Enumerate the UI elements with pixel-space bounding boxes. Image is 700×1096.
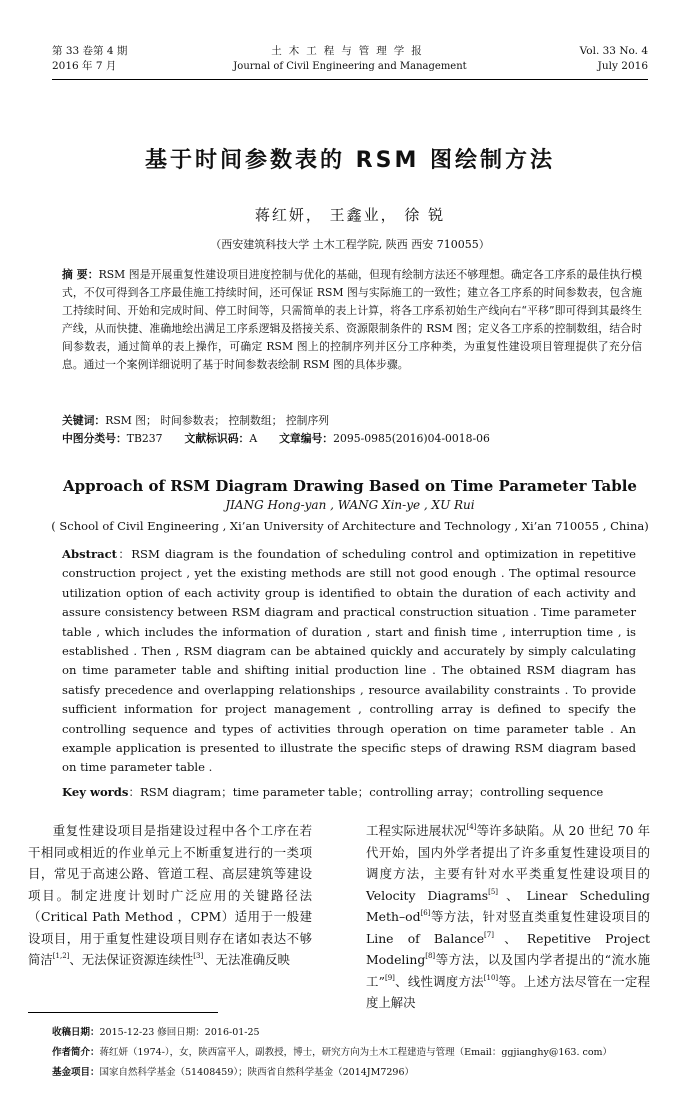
affiliation-cn: （西安建筑科技大学 土木工程学院, 陕西 西安 710055） [210, 238, 490, 251]
body-text: 、线性调度方法 [394, 973, 484, 989]
header-rule [52, 79, 648, 80]
footnote-dates [52, 1026, 672, 1040]
body-text: 、Repetitive Project Modeling [366, 930, 650, 967]
dates-label: 收稿日期： [52, 1027, 100, 1038]
affiliation-en: ( School of Civil Engineering , Xi’an University of Architecture and Technology , Xi’an 710055 , China) [51, 519, 649, 533]
author-bio-text: 蒋红妍（1974-），女，陕西富平人，副教授，博士，研究方向为土木工程建造与管理（Email：ggjianghy@163. com） [99, 1047, 613, 1058]
author-bio-label: 作者简介： [52, 1047, 100, 1058]
date-en: July 2016 [597, 60, 648, 72]
classification-line [62, 430, 662, 448]
article-no-value: 2095-0985(2016)04-0018-06 [333, 432, 490, 445]
keywords-cn-label: 关键词： [62, 414, 106, 427]
body-text: 、无法保证资源连续性 [69, 952, 194, 967]
body-column-right [366, 820, 650, 1014]
abstract-en [62, 545, 636, 778]
abstract-cn-label: 摘 要： [62, 268, 99, 281]
body-text: 等许多缺陷。从 20 世纪 70 年代开始，国内外学者提出了许多重复性建设项目的调度方法，主要有针对水平类重复性建设项目的 Velocity Diagrams [366, 823, 651, 903]
funding-label: 基金项目： [52, 1067, 100, 1078]
journal-volume-issue-en [580, 44, 648, 74]
date-line: 2016 年 7 月 [52, 60, 117, 72]
paper-title-cn: 基于时间参数表的 RSM 图绘制方法 [145, 148, 555, 173]
doc-code-value: A [249, 432, 258, 445]
body-text: 工程实际进展状况 [366, 823, 467, 838]
authors-en: JIANG Hong-yan , WANG Xin-ye , XU Rui [225, 498, 475, 512]
keywords-en-text: ：RSM diagram；time parameter table；controlling array；controlling sequence [128, 785, 604, 799]
keywords-en-label: Key words [62, 785, 129, 799]
citation: [9] [385, 973, 395, 982]
paper-title-en: Approach of RSM Diagram Drawing Based on Time Parameter Table [63, 477, 637, 495]
footnote-author [52, 1046, 672, 1060]
keywords-en [62, 783, 642, 801]
abstract-en-text: ：RSM diagram is the foundation of scheduling control and optimization in repetitive construction project , yet the existing methods are still not good enough . The optimal resource utilization option of each activity group is identified to obtain the duration of each activity and assure consistency between RSM diagram and practical construction situation . Time parameter table , which includes the information of duration , start and finish time , interruption time , is established . Then , RSM diagram can be abtained quickly and accurately by simply calculating on time parameter table and shifting initial production line . The obtained RSM diagram has satisfy precedence and overlapping relationships , resource availability constraints . To provide sufficient information for project management , controlling array is defined to specify the controlling sequence and types of activities through operation on time parameter table . An example application is presented to illustrate the specific steps of drawing RSM diagram based on time parameter table . [62, 547, 636, 775]
citation: [3] [193, 952, 204, 960]
body-text: 等方法，针对竖直类重复性建设项目的 Line of Balance [366, 909, 650, 946]
citation: [4] [466, 823, 477, 831]
citation: [10] [483, 973, 499, 982]
body-text: 、无法准确反映 [203, 952, 290, 967]
volume-issue-en: Vol. 33 No. 4 [579, 45, 648, 57]
funding-text: 国家自然科学基金（51408459）；陕西省自然科学基金（2014JM7296） [99, 1067, 415, 1078]
citation: [8] [425, 952, 436, 960]
journal-name-cn: 土木工程与管理学报 [271, 45, 429, 57]
journal-name-en: Journal of Civil Engineering and Management [233, 61, 467, 72]
abstract-cn [62, 266, 642, 374]
authors-cn: 蒋红妍， 王鑫业， 徐 锐 [254, 206, 446, 224]
citation: [5] [488, 887, 499, 896]
keywords-cn [62, 412, 642, 430]
citation: [1,2] [52, 952, 70, 960]
body-text: 等。上述方法尽管在一定程度上解决 [366, 973, 651, 1010]
doc-code-label: 文献标识码： [184, 432, 250, 445]
body-text: 等方法，以及国内学者提出的“流水施工” [366, 952, 650, 989]
article-no-label: 文章编号： [279, 432, 334, 445]
abstract-cn-text: RSM 图是开展重复性建设项目进度控制与优化的基础，但现有绘制方法还不够理想。确定各工序系的最佳执行模式，不仅可得到各工序最佳施工持续时间，还可保证 RSM 图与实际施工的一致性；建立各工序系的时间参数表，包含施工持续时间、开始和完成时间、停工时间等，只需简单的表上计算，将各工序系初始生产线向右“平移”即可得到其最终生产线，从而快捷、准确地绘出满足工序系逻辑及搭接关系、资源限制条件的 RSM 图；定义各工序系的控制数组，结合时间参数表，通过简单的表上操作，可确定 RSM 图上的控制序列并区分工序种类，为重复性建设项目管理提供了充分信息。通过一个案例详细说明了基于时间参数表绘制 RSM 图的具体步骤。 [62, 268, 642, 371]
footnote-funding [52, 1066, 672, 1080]
footnote-rule [28, 1012, 218, 1013]
citation: [7] [484, 930, 494, 939]
citation: [6] [420, 909, 431, 917]
dates-text: 2015-12-23 修回日期：2016-01-25 [99, 1027, 260, 1038]
clc-label: 中图分类号： [62, 432, 127, 445]
body-column-left [28, 820, 312, 971]
clc-value: TB237 [126, 432, 163, 445]
body-text: 重复性建设项目是指建设过程中各个工序在若干相同或相近的作业单元上不断重复进行的一类项目，常见于高速公路、管道工程、高层建筑等建设项目。制定进度计划时广泛应用的关键路径法（Critical Path Method ，CPM）适用于一般建设项目，用于重复性建设项目则存在诸如表达不够简洁 [28, 823, 312, 967]
volume-issue-line: 第 33 卷第 4 期 [52, 45, 128, 57]
abstract-en-label: Abstract [62, 547, 118, 561]
keywords-cn-text: RSM 图； 时间参数表； 控制数组； 控制序列 [105, 414, 330, 427]
body-text: 、Linear Scheduling Meth–od [366, 887, 650, 924]
